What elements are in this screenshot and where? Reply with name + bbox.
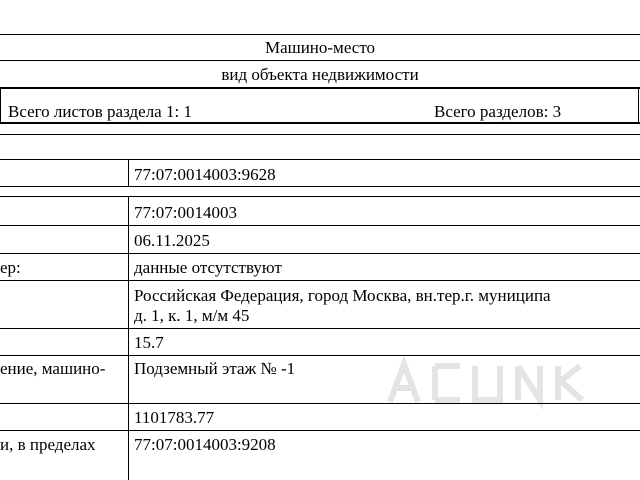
table-divider-thick bbox=[0, 87, 640, 89]
row-label: и, в пределах bbox=[0, 435, 96, 454]
table-divider bbox=[0, 196, 640, 197]
table-divider bbox=[0, 403, 640, 404]
table-divider bbox=[0, 253, 640, 254]
assignment-date: 06.11.2025 bbox=[134, 231, 210, 250]
table-divider bbox=[0, 225, 640, 226]
table-divider bbox=[0, 430, 640, 431]
table-divider bbox=[0, 134, 640, 135]
cadastral-quarter: 77:07:0014003 bbox=[134, 203, 237, 222]
column-divider bbox=[128, 196, 129, 480]
table-divider bbox=[0, 159, 640, 160]
table-divider bbox=[0, 328, 640, 329]
sections-total: Всего разделов: 3 bbox=[434, 102, 562, 121]
floor-value: Подземный этаж № -1 bbox=[134, 359, 296, 378]
sheets-total: Всего листов раздела 1: 1 bbox=[8, 102, 192, 121]
former-number: данные отсутствуют bbox=[134, 258, 282, 277]
object-kind-label: вид объекта недвижимости bbox=[221, 65, 419, 84]
table-border-top bbox=[0, 34, 640, 35]
address-line-2: д. 1, к. 1, м/м 45 bbox=[134, 306, 250, 325]
table-divider-thick bbox=[0, 122, 640, 124]
table-divider bbox=[0, 280, 640, 281]
column-divider bbox=[128, 159, 129, 186]
table-border-left bbox=[0, 88, 1, 124]
table-divider bbox=[0, 186, 640, 187]
building-cadastral-number: 77:07:0014003:9208 bbox=[134, 435, 276, 454]
table-divider bbox=[0, 60, 640, 61]
row-label: ение, машино- bbox=[0, 359, 106, 378]
table-divider bbox=[0, 355, 640, 356]
table-border-right bbox=[638, 88, 639, 124]
object-name: Машино-место bbox=[264, 38, 376, 57]
cian-logo-icon bbox=[380, 352, 590, 414]
row-label: ер: bbox=[0, 258, 21, 277]
cadastral-value: 1101783.77 bbox=[134, 408, 215, 427]
cadastral-number: 77:07:0014003:9628 bbox=[134, 165, 276, 184]
address-line-1: Российская Федерация, город Москва, вн.тер.г. муниципа bbox=[134, 286, 551, 305]
area-value: 15.7 bbox=[134, 333, 164, 352]
